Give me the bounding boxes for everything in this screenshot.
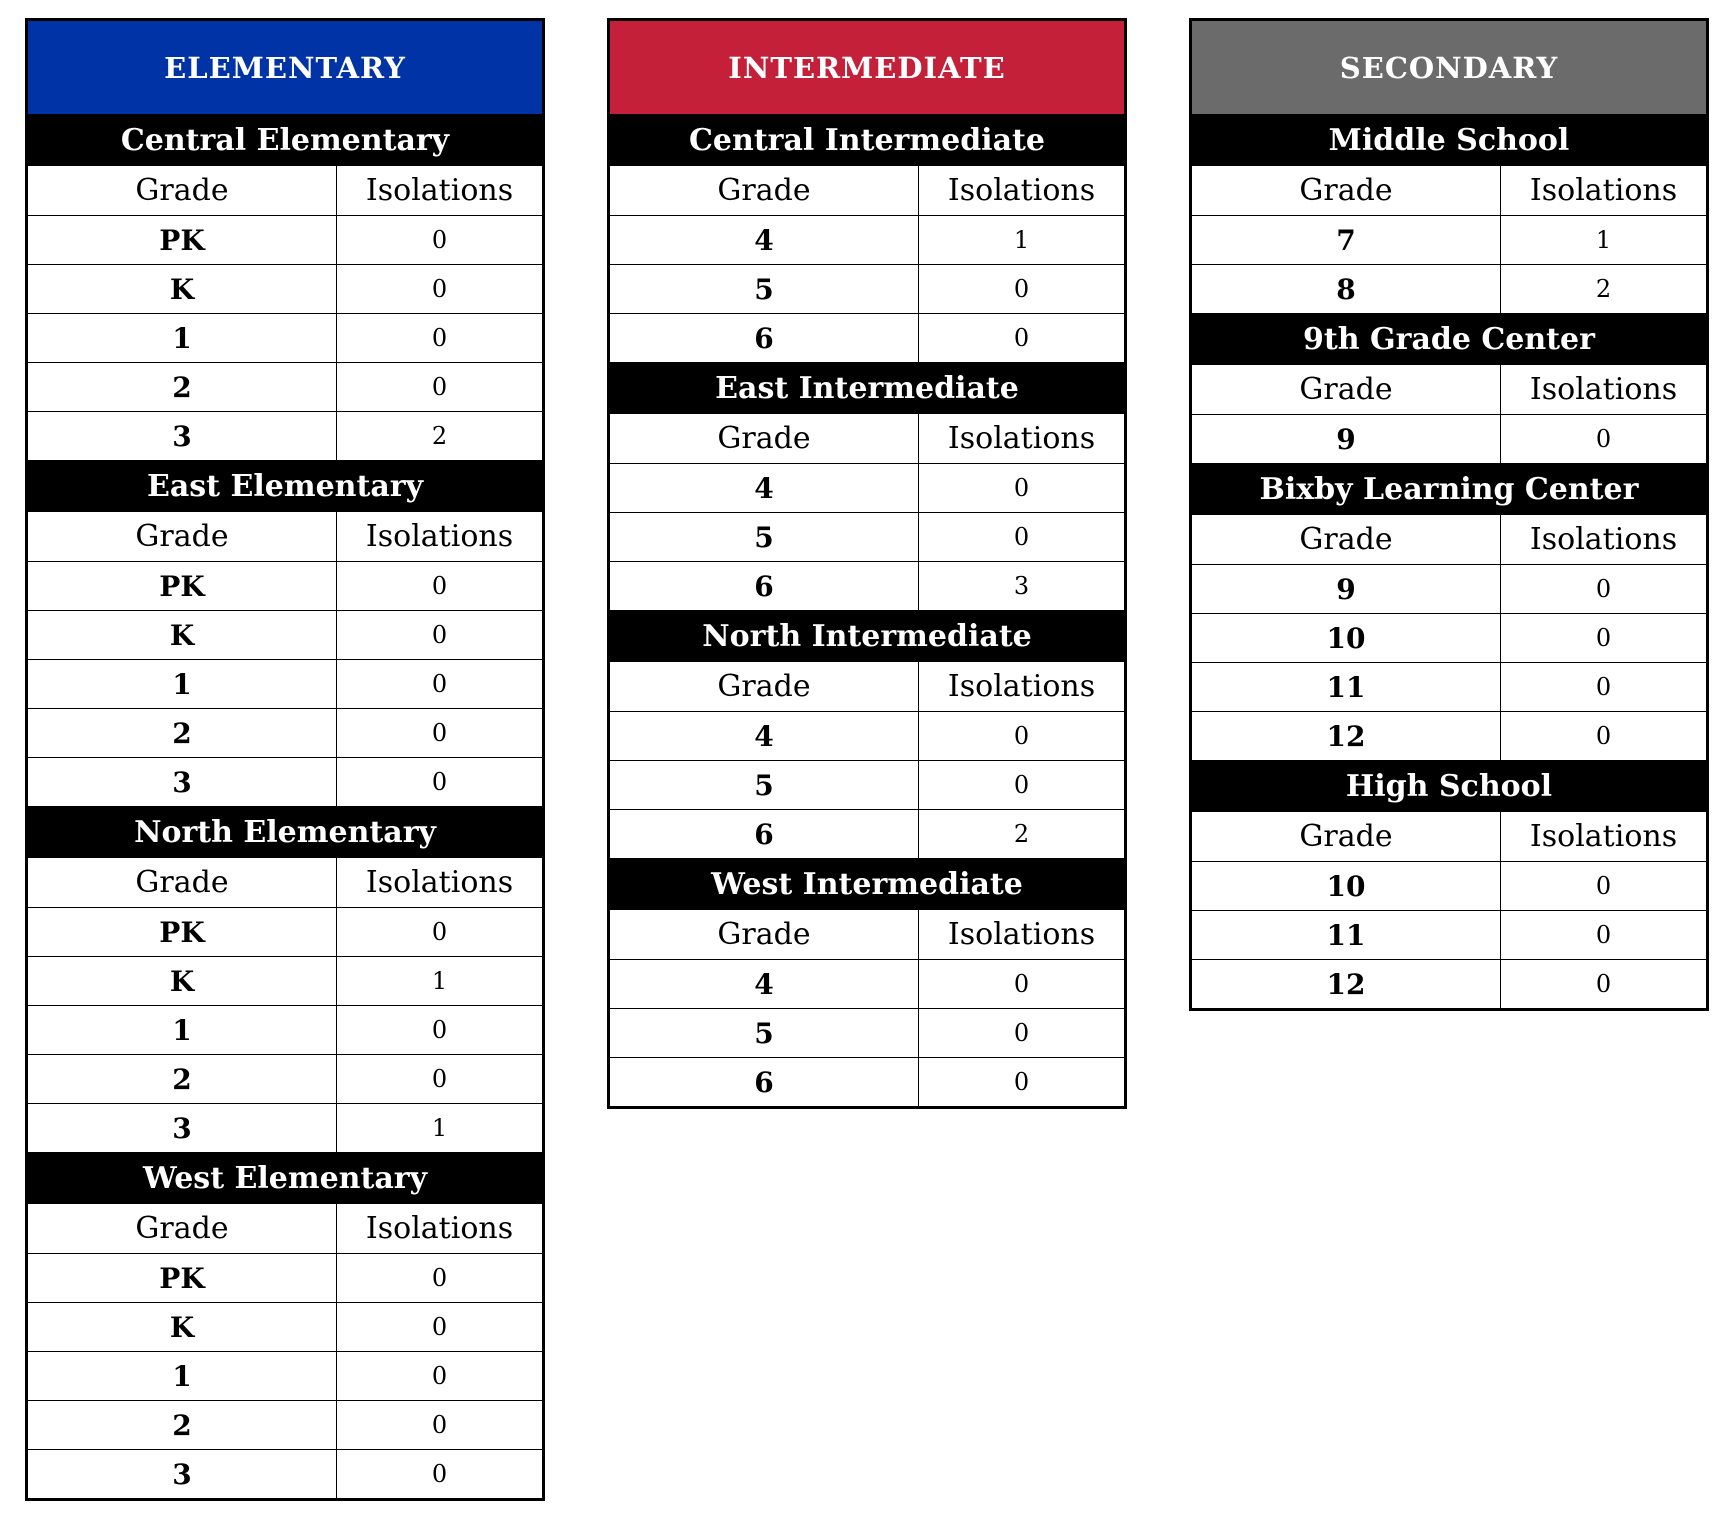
grade-cell: 1 — [28, 660, 337, 708]
table-row — [610, 264, 1124, 313]
grade-cell: 3 — [28, 1104, 337, 1152]
grade-cell: 5 — [610, 265, 919, 313]
grade-cell: 7 — [1192, 216, 1501, 264]
column-header-row — [28, 1204, 542, 1253]
column-header-row — [610, 910, 1124, 959]
school-title: Middle School — [1192, 114, 1706, 166]
grade-column-header: Grade — [610, 662, 919, 711]
grade-cell: 4 — [610, 464, 919, 512]
grade-cell: 2 — [28, 709, 337, 757]
isolations-cell: 1 — [1595, 226, 1612, 254]
column-header-row — [28, 166, 542, 215]
grade-cell: K — [28, 1303, 337, 1351]
isolations-column-header: Isolations — [365, 519, 514, 554]
grade-cell: 3 — [28, 758, 337, 806]
grade-cell: 5 — [610, 513, 919, 561]
secondary-panel — [1189, 18, 1709, 1011]
column-header-row — [610, 662, 1124, 711]
isolations-cell: 0 — [431, 572, 448, 600]
column-header-row — [1192, 365, 1706, 414]
table-row — [610, 760, 1124, 809]
grade-cell: 6 — [610, 314, 919, 362]
column-header-row — [28, 512, 542, 561]
table-row — [1192, 711, 1706, 760]
school-title: East Elementary — [28, 460, 542, 512]
isolations-cell: 0 — [1595, 624, 1612, 652]
grade-cell: 12 — [1192, 712, 1501, 760]
school-title: High School — [1192, 760, 1706, 812]
isolations-cell: 0 — [1595, 722, 1612, 750]
isolations-column-header: Isolations — [1529, 819, 1678, 854]
grade-column-header: Grade — [28, 858, 337, 907]
grade-cell: 10 — [1192, 614, 1501, 662]
table-row — [28, 264, 542, 313]
school-title: North Intermediate — [610, 610, 1124, 662]
grade-cell: 6 — [610, 562, 919, 610]
isolations-column-header: Isolations — [365, 1211, 514, 1246]
table-row — [1192, 613, 1706, 662]
table-row — [610, 959, 1124, 1008]
grade-column-header: Grade — [1192, 515, 1501, 564]
isolations-cell: 0 — [1013, 275, 1030, 303]
table-row — [28, 1351, 542, 1400]
grade-cell: K — [28, 957, 337, 1005]
grade-cell: 9 — [1192, 415, 1501, 463]
isolations-column-header: Isolations — [947, 173, 1096, 208]
isolations-cell: 0 — [1013, 1068, 1030, 1096]
grade-cell: 11 — [1192, 911, 1501, 959]
grade-cell: 4 — [610, 712, 919, 760]
table-row — [28, 215, 542, 264]
intermediate-panel — [607, 18, 1127, 1109]
grade-column-header: Grade — [28, 512, 337, 561]
isolations-cell: 0 — [1595, 673, 1612, 701]
grade-column-header: Grade — [610, 910, 919, 959]
grade-cell: 11 — [1192, 663, 1501, 711]
isolations-cell: 0 — [1595, 425, 1612, 453]
table-row — [1192, 264, 1706, 313]
isolations-column-header: Isolations — [947, 421, 1096, 456]
column-header-row — [1192, 812, 1706, 861]
table-row — [1192, 910, 1706, 959]
table-row — [28, 659, 542, 708]
isolations-cell: 2 — [1595, 275, 1612, 303]
isolations-cell: 0 — [1013, 474, 1030, 502]
isolations-cell: 1 — [431, 1114, 448, 1142]
isolations-column-header: Isolations — [365, 865, 514, 900]
table-row — [610, 1008, 1124, 1057]
grade-cell: 6 — [610, 810, 919, 858]
isolations-cell: 0 — [431, 1065, 448, 1093]
isolations-column-header: Isolations — [1529, 372, 1678, 407]
isolations-cell: 0 — [431, 621, 448, 649]
grade-column-header: Grade — [610, 414, 919, 463]
school-title: Central Elementary — [28, 114, 542, 166]
school-title: Central Intermediate — [610, 114, 1124, 166]
grade-cell: PK — [28, 908, 337, 956]
grade-column-header: Grade — [610, 166, 919, 215]
isolations-cell: 2 — [1013, 820, 1030, 848]
isolations-cell: 1 — [1013, 226, 1030, 254]
grade-column-header: Grade — [1192, 812, 1501, 861]
isolations-cell: 0 — [431, 275, 448, 303]
table-row — [28, 907, 542, 956]
table-row — [610, 463, 1124, 512]
isolations-cell: 0 — [431, 1016, 448, 1044]
table-row — [1192, 564, 1706, 613]
isolations-cell: 0 — [431, 719, 448, 747]
school-title: East Intermediate — [610, 362, 1124, 414]
grade-cell: 3 — [28, 412, 337, 460]
isolations-cell: 0 — [1595, 970, 1612, 998]
table-row — [28, 1302, 542, 1351]
column-header-row — [1192, 515, 1706, 564]
isolations-cell: 0 — [431, 1460, 448, 1488]
isolations-cell: 0 — [431, 324, 448, 352]
table-row — [28, 708, 542, 757]
table-row — [610, 313, 1124, 362]
isolations-cell: 0 — [431, 670, 448, 698]
school-title: West Intermediate — [610, 858, 1124, 910]
column-header-row — [1192, 166, 1706, 215]
table-row — [28, 1054, 542, 1103]
grade-cell: PK — [28, 216, 337, 264]
column-header-row — [610, 414, 1124, 463]
table-row — [610, 512, 1124, 561]
grade-cell: 2 — [28, 363, 337, 411]
table-row — [1192, 215, 1706, 264]
school-title: 9th Grade Center — [1192, 313, 1706, 365]
grade-cell: 10 — [1192, 862, 1501, 910]
isolations-cell: 0 — [1013, 523, 1030, 551]
isolations-cell: 0 — [1013, 324, 1030, 352]
table-row — [1192, 662, 1706, 711]
panel-header: SECONDARY — [1192, 21, 1706, 114]
table-row — [28, 1005, 542, 1054]
grade-cell: 1 — [28, 1006, 337, 1054]
isolations-column-header: Isolations — [947, 917, 1096, 952]
panel-header: INTERMEDIATE — [610, 21, 1124, 114]
grade-cell: 2 — [28, 1055, 337, 1103]
grade-cell: 6 — [610, 1058, 919, 1106]
isolations-cell: 0 — [1595, 575, 1612, 603]
panel-header: ELEMENTARY — [28, 21, 542, 114]
isolations-column-header: Isolations — [1529, 173, 1678, 208]
grade-cell: 1 — [28, 1352, 337, 1400]
grade-cell: PK — [28, 562, 337, 610]
isolations-cell: 0 — [431, 1362, 448, 1390]
isolations-cell: 0 — [1013, 722, 1030, 750]
table-row — [1192, 959, 1706, 1008]
elementary-panel — [25, 18, 545, 1501]
grade-cell: 5 — [610, 1009, 919, 1057]
isolations-cell: 0 — [431, 1264, 448, 1292]
isolations-cell: 0 — [1595, 872, 1612, 900]
isolations-column-header: Isolations — [1529, 522, 1678, 557]
isolations-cell: 0 — [431, 918, 448, 946]
grade-cell: PK — [28, 1254, 337, 1302]
table-row — [28, 1103, 542, 1152]
isolations-cell: 0 — [431, 373, 448, 401]
isolations-column-header: Isolations — [365, 173, 514, 208]
school-title: North Elementary — [28, 806, 542, 858]
isolations-cell: 3 — [1013, 572, 1030, 600]
isolations-cell: 0 — [431, 226, 448, 254]
isolations-cell: 2 — [431, 422, 448, 450]
table-row — [28, 561, 542, 610]
isolations-cell: 0 — [1013, 970, 1030, 998]
grade-cell: 4 — [610, 960, 919, 1008]
isolations-cell: 0 — [1013, 771, 1030, 799]
grade-cell: 3 — [28, 1450, 337, 1498]
isolations-cell: 0 — [1595, 921, 1612, 949]
table-row — [610, 561, 1124, 610]
isolations-column-header: Isolations — [947, 669, 1096, 704]
table-row — [610, 1057, 1124, 1106]
grade-cell: 2 — [28, 1401, 337, 1449]
table-row — [28, 956, 542, 1005]
table-row — [28, 1400, 542, 1449]
table-row — [610, 711, 1124, 760]
isolations-cell: 1 — [431, 967, 448, 995]
grade-column-header: Grade — [28, 1204, 337, 1253]
table-row — [610, 809, 1124, 858]
isolations-cell: 0 — [431, 1411, 448, 1439]
grade-cell: 4 — [610, 216, 919, 264]
school-title: West Elementary — [28, 1152, 542, 1204]
grade-cell: 9 — [1192, 565, 1501, 613]
grade-cell: K — [28, 611, 337, 659]
table-row — [28, 411, 542, 460]
grade-cell: 12 — [1192, 960, 1501, 1008]
grade-column-header: Grade — [1192, 365, 1501, 414]
isolations-cell: 0 — [431, 768, 448, 796]
table-row — [1192, 861, 1706, 910]
column-header-row — [28, 858, 542, 907]
grade-cell: 5 — [610, 761, 919, 809]
table-row — [28, 610, 542, 659]
grade-cell: K — [28, 265, 337, 313]
grade-cell: 1 — [28, 314, 337, 362]
isolations-cell: 0 — [431, 1313, 448, 1341]
table-row — [28, 1449, 542, 1498]
table-row — [28, 1253, 542, 1302]
column-header-row — [610, 166, 1124, 215]
table-row — [28, 362, 542, 411]
table-row — [28, 757, 542, 806]
table-row — [1192, 414, 1706, 463]
table-row — [28, 313, 542, 362]
isolations-cell: 0 — [1013, 1019, 1030, 1047]
table-row — [610, 215, 1124, 264]
grade-column-header: Grade — [1192, 166, 1501, 215]
grade-cell: 8 — [1192, 265, 1501, 313]
school-title: Bixby Learning Center — [1192, 463, 1706, 515]
grade-column-header: Grade — [28, 166, 337, 215]
